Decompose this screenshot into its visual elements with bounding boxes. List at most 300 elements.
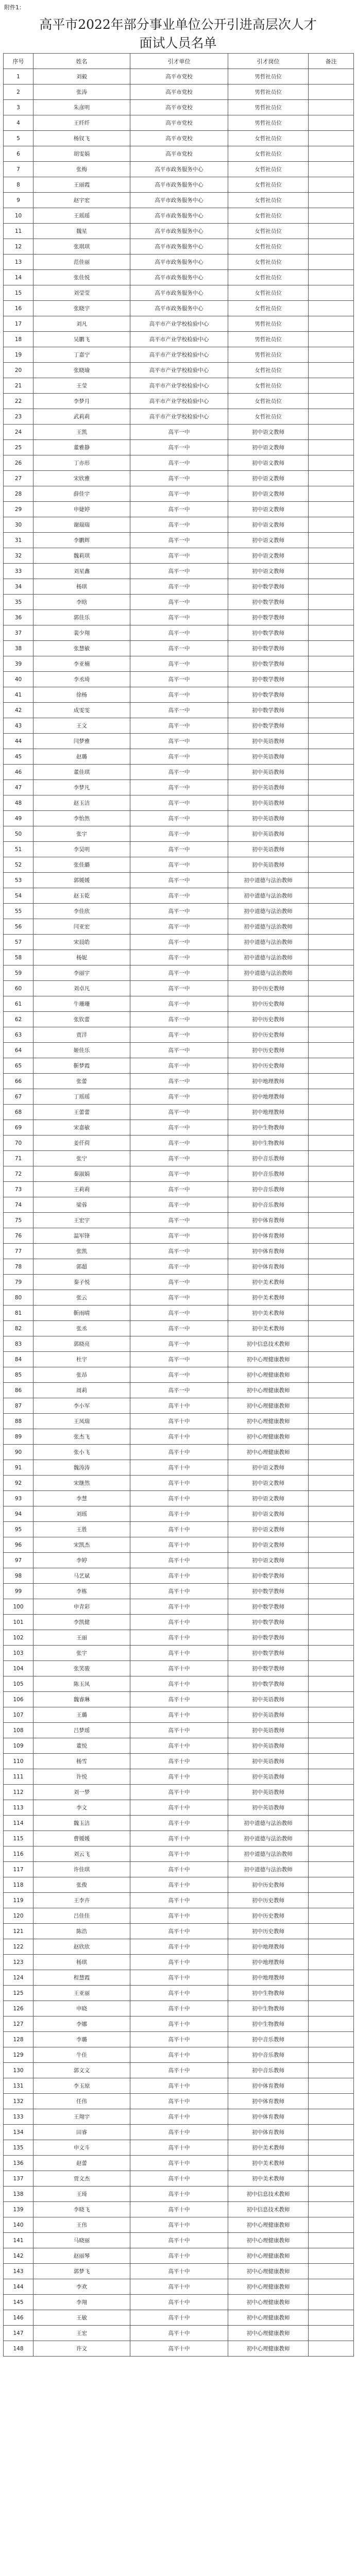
cell-remark [309, 1306, 354, 1321]
cell-unit: 高平十中 [130, 2001, 228, 2016]
cell-name: 李亚楠 [33, 656, 130, 672]
cell-position: 初中英语教师 [228, 1738, 309, 1754]
cell-index: 147 [4, 2326, 33, 2341]
table-row [4, 1707, 354, 1723]
table-row [4, 1429, 354, 1445]
cell-index: 115 [4, 1831, 33, 1846]
header-remark: 备注 [309, 54, 354, 69]
table-row [4, 749, 354, 765]
cell-remark [309, 888, 354, 904]
cell-unit: 高平一中 [130, 765, 228, 780]
cell-position: 初中数学教师 [228, 1646, 309, 1661]
cell-name: 张昂 [33, 1367, 130, 1383]
table-row [4, 1537, 354, 1553]
table-row [4, 1831, 354, 1846]
cell-unit: 高平一中 [130, 1074, 228, 1089]
cell-unit: 高平一中 [130, 1275, 228, 1290]
cell-remark [309, 2341, 354, 2357]
cell-position: 初中数学教师 [228, 687, 309, 703]
table-row [4, 1506, 354, 1522]
cell-position: 初中道德与法治教师 [228, 1862, 309, 1877]
table-row [4, 2125, 354, 2140]
table-row [4, 455, 354, 471]
cell-remark [309, 146, 354, 162]
cell-unit: 高平一中 [130, 1228, 228, 1244]
cell-position: 初中音乐教师 [228, 1151, 309, 1166]
cell-position: 初中道德与法治教师 [228, 919, 309, 935]
cell-position: 初中数学教师 [228, 718, 309, 734]
cell-position: 初中体育教师 [228, 1244, 309, 1259]
cell-remark [309, 873, 354, 888]
cell-remark [309, 1939, 354, 1955]
cell-unit: 高平一中 [130, 595, 228, 610]
cell-unit: 高平一中 [130, 965, 228, 981]
cell-name: 张笑骏 [33, 1661, 130, 1676]
cell-name: 成雯雯 [33, 703, 130, 718]
cell-remark [309, 1769, 354, 1785]
cell-position: 初中地理教师 [228, 1074, 309, 1089]
cell-position: 女哲社员位 [228, 255, 309, 270]
table-row [4, 703, 354, 718]
cell-position: 初中数学教师 [228, 1599, 309, 1615]
cell-index: 17 [4, 316, 33, 332]
cell-position: 初中体育教师 [228, 2125, 309, 2140]
cell-name: 刘瑶 [33, 1506, 130, 1522]
cell-position: 男哲社员位 [228, 332, 309, 347]
table-row [4, 332, 354, 347]
cell-index: 23 [4, 409, 33, 425]
cell-position: 初中语文教师 [228, 471, 309, 486]
cell-position: 女哲社员位 [228, 394, 309, 409]
table-row [4, 177, 354, 193]
cell-index: 31 [4, 533, 33, 548]
cell-remark [309, 795, 354, 811]
cell-unit: 高平十中 [130, 2047, 228, 2063]
cell-unit: 高平十中 [130, 2264, 228, 2279]
cell-name: 温军锋 [33, 1228, 130, 1244]
cell-index: 108 [4, 1723, 33, 1738]
table-row [4, 548, 354, 564]
cell-unit: 高平十中 [130, 1476, 228, 1491]
table-row [4, 1290, 354, 1306]
cell-position: 初中语文教师 [228, 548, 309, 564]
cell-position: 初中生物教师 [228, 1136, 309, 1151]
table-row [4, 2310, 354, 2326]
cell-unit: 高平一中 [130, 610, 228, 625]
cell-remark [309, 455, 354, 471]
cell-name: 张小飞 [33, 1445, 130, 1460]
cell-name: 王伟 [33, 2217, 130, 2233]
cell-unit: 高平一中 [130, 1383, 228, 1398]
cell-name: 王纤纤 [33, 115, 130, 131]
cell-unit: 高平一中 [130, 440, 228, 455]
cell-name: 杨钗飞 [33, 131, 130, 146]
cell-position: 男哲社员位 [228, 69, 309, 84]
table-row [4, 2078, 354, 2094]
cell-name: 裴少翔 [33, 625, 130, 641]
cell-name: 陈玉凤 [33, 1676, 130, 1692]
table-row [4, 1476, 354, 1491]
cell-name: 陈浩 [33, 1924, 130, 1939]
table-row [4, 672, 354, 687]
cell-position: 初中美术教师 [228, 2140, 309, 2156]
cell-name: 刘莹莹 [33, 285, 130, 301]
cell-position: 初中数学教师 [228, 1584, 309, 1599]
table-row [4, 255, 354, 270]
cell-position: 初中体育教师 [228, 1213, 309, 1228]
cell-name: 李玉琼 [33, 2078, 130, 2094]
cell-unit: 高平市党校 [130, 84, 228, 100]
table-row [4, 1027, 354, 1043]
cell-remark [309, 2047, 354, 2063]
cell-unit: 高平十中 [130, 1692, 228, 1707]
table-row [4, 425, 354, 440]
cell-remark [309, 1785, 354, 1800]
cell-position: 初中美术教师 [228, 1275, 309, 1290]
table-row [4, 502, 354, 517]
cell-name: 刘星鑫 [33, 564, 130, 579]
cell-unit: 高平一中 [130, 795, 228, 811]
cell-index: 114 [4, 1816, 33, 1831]
cell-remark [309, 2094, 354, 2109]
cell-name: 吴鹏飞 [33, 332, 130, 347]
cell-name: 王璐 [33, 1707, 130, 1723]
cell-position: 女哲社员位 [228, 208, 309, 224]
table-row [4, 533, 354, 548]
cell-index: 126 [4, 2001, 33, 2016]
cell-index: 9 [4, 193, 33, 208]
cell-remark [309, 332, 354, 347]
cell-remark [309, 363, 354, 378]
cell-index: 72 [4, 1166, 33, 1182]
cell-position: 初中心理健康教师 [228, 2233, 309, 2248]
cell-unit: 高平十中 [130, 1908, 228, 1924]
cell-name: 李小军 [33, 1398, 130, 1414]
cell-unit: 高平市党校 [130, 100, 228, 115]
cell-name: 董雅静 [33, 440, 130, 455]
cell-index: 123 [4, 1955, 33, 1970]
cell-remark [309, 1476, 354, 1491]
table-row [4, 1445, 354, 1460]
cell-index: 21 [4, 378, 33, 394]
cell-index: 75 [4, 1213, 33, 1228]
cell-remark [309, 1120, 354, 1136]
table-row [4, 1816, 354, 1831]
cell-position: 初中心理健康教师 [228, 1367, 309, 1383]
cell-unit: 高平一中 [130, 1166, 228, 1182]
table-row [4, 1615, 354, 1630]
cell-index: 130 [4, 2063, 33, 2078]
cell-name: 王胜 [33, 1522, 130, 1537]
cell-index: 20 [4, 363, 33, 378]
cell-remark [309, 965, 354, 981]
cell-name: 赵蕾 [33, 2156, 130, 2171]
cell-name: 张俊 [33, 1877, 130, 1893]
table-row [4, 610, 354, 625]
cell-position: 初中心理健康教师 [228, 1352, 309, 1367]
cell-name: 刘一梦 [33, 1785, 130, 1800]
cell-position: 初中数学教师 [228, 625, 309, 641]
cell-remark [309, 224, 354, 239]
cell-index: 98 [4, 1568, 33, 1584]
cell-unit: 高平十中 [130, 1754, 228, 1769]
table-row [4, 1105, 354, 1120]
cell-remark [309, 1723, 354, 1738]
cell-unit: 高平一中 [130, 1120, 228, 1136]
cell-index: 54 [4, 888, 33, 904]
cell-position: 初中语文教师 [228, 502, 309, 517]
cell-remark [309, 1290, 354, 1306]
cell-index: 67 [4, 1089, 33, 1105]
cell-unit: 高平一中 [130, 1089, 228, 1105]
cell-remark [309, 2187, 354, 2202]
cell-index: 74 [4, 1197, 33, 1213]
cell-name: 张宇 [33, 1646, 130, 1661]
cell-position: 初中美术教师 [228, 1321, 309, 1336]
cell-unit: 高平一中 [130, 935, 228, 950]
cell-remark [309, 703, 354, 718]
cell-remark [309, 2264, 354, 2279]
cell-position: 女哲社员位 [228, 131, 309, 146]
cell-index: 100 [4, 1599, 33, 1615]
cell-index: 58 [4, 950, 33, 965]
cell-remark [309, 1012, 354, 1027]
table-row [4, 1692, 354, 1707]
cell-remark [309, 2202, 354, 2217]
table-row [4, 1259, 354, 1275]
cell-position: 初中语文教师 [228, 1506, 309, 1522]
cell-index: 122 [4, 1939, 33, 1955]
cell-name: 王莹 [33, 378, 130, 394]
table-row [4, 981, 354, 996]
cell-remark [309, 1244, 354, 1259]
cell-unit: 高平市政务服务中心 [130, 177, 228, 193]
table-row [4, 765, 354, 780]
cell-index: 13 [4, 255, 33, 270]
cell-unit: 高平十中 [130, 1939, 228, 1955]
cell-position: 初中道德与法治教师 [228, 1831, 309, 1846]
cell-position: 初中语文教师 [228, 486, 309, 502]
cell-name: 杨琪 [33, 579, 130, 595]
cell-remark [309, 1661, 354, 1676]
cell-remark [309, 1692, 354, 1707]
cell-position: 初中道德与法治教师 [228, 1816, 309, 1831]
cell-index: 120 [4, 1908, 33, 1924]
cell-index: 32 [4, 548, 33, 564]
cell-index: 55 [4, 904, 33, 919]
cell-remark [309, 1414, 354, 1429]
cell-name: 张宁 [33, 1151, 130, 1166]
table-row [4, 1321, 354, 1336]
cell-name: 张蕾 [33, 1074, 130, 1089]
cell-index: 88 [4, 1414, 33, 1429]
cell-name: 杜宇 [33, 1352, 130, 1367]
table-row [4, 486, 354, 502]
table-row [4, 2233, 354, 2248]
cell-remark [309, 1986, 354, 2001]
cell-index: 19 [4, 347, 33, 363]
cell-unit: 高平市党校 [130, 131, 228, 146]
cell-name: 周莉 [33, 1383, 130, 1398]
cell-name: 王琦 [33, 2187, 130, 2202]
cell-index: 78 [4, 1259, 33, 1275]
cell-name: 刘卓凡 [33, 981, 130, 996]
table-row [4, 2171, 354, 2187]
table-row [4, 440, 354, 455]
cell-index: 106 [4, 1692, 33, 1707]
table-row [4, 316, 354, 332]
cell-position: 初中心理健康教师 [228, 1383, 309, 1398]
cell-unit: 高平市政务服务中心 [130, 224, 228, 239]
cell-remark [309, 1522, 354, 1537]
table-row [4, 1646, 354, 1661]
cell-unit: 高平一中 [130, 888, 228, 904]
cell-position: 男哲社员位 [228, 115, 309, 131]
cell-position: 初中数学教师 [228, 672, 309, 687]
cell-unit: 高平市政务服务中心 [130, 208, 228, 224]
cell-unit: 高平一中 [130, 656, 228, 672]
cell-name: 靳梦霞 [33, 1058, 130, 1074]
title-line-1: 高平市2022年部分事业单位公开引进高层次人才 [39, 17, 317, 32]
cell-index: 138 [4, 2187, 33, 2202]
cell-index: 146 [4, 2310, 33, 2326]
cell-unit: 高平十中 [130, 1877, 228, 1893]
cell-name: 田睿 [33, 2125, 130, 2140]
cell-position: 初中语文教师 [228, 1460, 309, 1476]
cell-position: 女哲社员位 [228, 146, 309, 162]
cell-name: 张凯 [33, 1244, 130, 1259]
cell-name: 郭文文 [33, 2063, 130, 2078]
cell-name: 魏睿琳 [33, 1692, 130, 1707]
table-row [4, 1970, 354, 1986]
cell-position: 初中数学教师 [228, 610, 309, 625]
table-row [4, 811, 354, 826]
cell-unit: 高平十中 [130, 2016, 228, 2032]
cell-remark [309, 471, 354, 486]
table-row [4, 1939, 354, 1955]
cell-remark [309, 394, 354, 409]
cell-index: 60 [4, 981, 33, 996]
cell-position: 初中英语教师 [228, 1692, 309, 1707]
table-row [4, 1661, 354, 1676]
cell-position: 初中语文教师 [228, 517, 309, 533]
cell-remark [309, 981, 354, 996]
cell-name: 范佳丽 [33, 255, 130, 270]
cell-index: 125 [4, 1986, 33, 2001]
cell-index: 66 [4, 1074, 33, 1089]
cell-name: 郭媛媛 [33, 873, 130, 888]
cell-index: 5 [4, 131, 33, 146]
cell-unit: 高平十中 [130, 2109, 228, 2125]
cell-index: 116 [4, 1846, 33, 1862]
table-row [4, 2341, 354, 2357]
cell-index: 62 [4, 1012, 33, 1027]
cell-remark [309, 1259, 354, 1275]
cell-position: 初中数学教师 [228, 1661, 309, 1676]
cell-name: 郭超 [33, 1259, 130, 1275]
cell-index: 97 [4, 1553, 33, 1568]
table-row [4, 301, 354, 316]
table-body [4, 69, 354, 2357]
cell-position: 初中历史教师 [228, 1058, 309, 1074]
cell-name: 薛佳宇 [33, 486, 130, 502]
table-row [4, 2063, 354, 2078]
cell-name: 张晓瑜 [33, 363, 130, 378]
cell-position: 初中历史教师 [228, 1043, 309, 1058]
cell-position: 初中数学教师 [228, 1676, 309, 1692]
cell-remark [309, 548, 354, 564]
cell-position: 初中历史教师 [228, 996, 309, 1012]
cell-remark [309, 1429, 354, 1445]
attachment-label: 附件1： [4, 4, 25, 11]
cell-remark [309, 1893, 354, 1908]
table-row [4, 162, 354, 177]
cell-unit: 高平市政务服务中心 [130, 270, 228, 285]
title-line-2: 面试人员名单 [139, 36, 217, 50]
cell-remark [309, 996, 354, 1012]
cell-position: 初中语文教师 [228, 1553, 309, 1568]
cell-index: 70 [4, 1136, 33, 1151]
cell-name: 王敏 [33, 2310, 130, 2326]
cell-unit: 高平十中 [130, 2326, 228, 2341]
cell-name: 郭佳乐 [33, 610, 130, 625]
cell-unit: 高平十中 [130, 1924, 228, 1939]
cell-unit: 高平十中 [130, 1986, 228, 2001]
cell-remark [309, 1228, 354, 1244]
cell-unit: 高平十中 [130, 2125, 228, 2140]
cell-unit: 高平十中 [130, 2217, 228, 2233]
cell-position: 初中信息技术教师 [228, 2202, 309, 2217]
table-row [4, 1862, 354, 1877]
cell-index: 48 [4, 795, 33, 811]
cell-remark [309, 857, 354, 873]
cell-name: 张涛 [33, 84, 130, 100]
cell-name: 李栋 [33, 1584, 130, 1599]
cell-unit: 高平十中 [130, 1831, 228, 1846]
table-row [4, 950, 354, 965]
cell-index: 56 [4, 919, 33, 935]
table-row [4, 1058, 354, 1074]
cell-unit: 高平一中 [130, 455, 228, 471]
table-row [4, 2248, 354, 2264]
cell-unit: 高平一中 [130, 1027, 228, 1043]
table-row [4, 1398, 354, 1414]
cell-unit: 高平十中 [130, 1429, 228, 1445]
cell-remark [309, 1027, 354, 1043]
cell-name: 赵玉乾 [33, 888, 130, 904]
cell-index: 110 [4, 1754, 33, 1769]
cell-position: 初中美术教师 [228, 2156, 309, 2171]
table-row [4, 239, 354, 255]
cell-name: 张宇 [33, 826, 130, 842]
table-row [4, 1893, 354, 1908]
cell-remark [309, 1197, 354, 1213]
cell-unit: 高平一中 [130, 672, 228, 687]
table-row [4, 1460, 354, 1476]
cell-index: 99 [4, 1584, 33, 1599]
cell-unit: 高平一中 [130, 471, 228, 486]
cell-remark [309, 1646, 354, 1661]
cell-unit: 高平十中 [130, 1862, 228, 1877]
cell-index: 29 [4, 502, 33, 517]
cell-position: 初中英语教师 [228, 1769, 309, 1785]
cell-unit: 高平一中 [130, 981, 228, 996]
table-row [4, 842, 354, 857]
cell-position: 初中语文教师 [228, 564, 309, 579]
cell-unit: 高平一中 [130, 1367, 228, 1383]
cell-position: 初中数学教师 [228, 1568, 309, 1584]
cell-unit: 高平市政务服务中心 [130, 301, 228, 316]
